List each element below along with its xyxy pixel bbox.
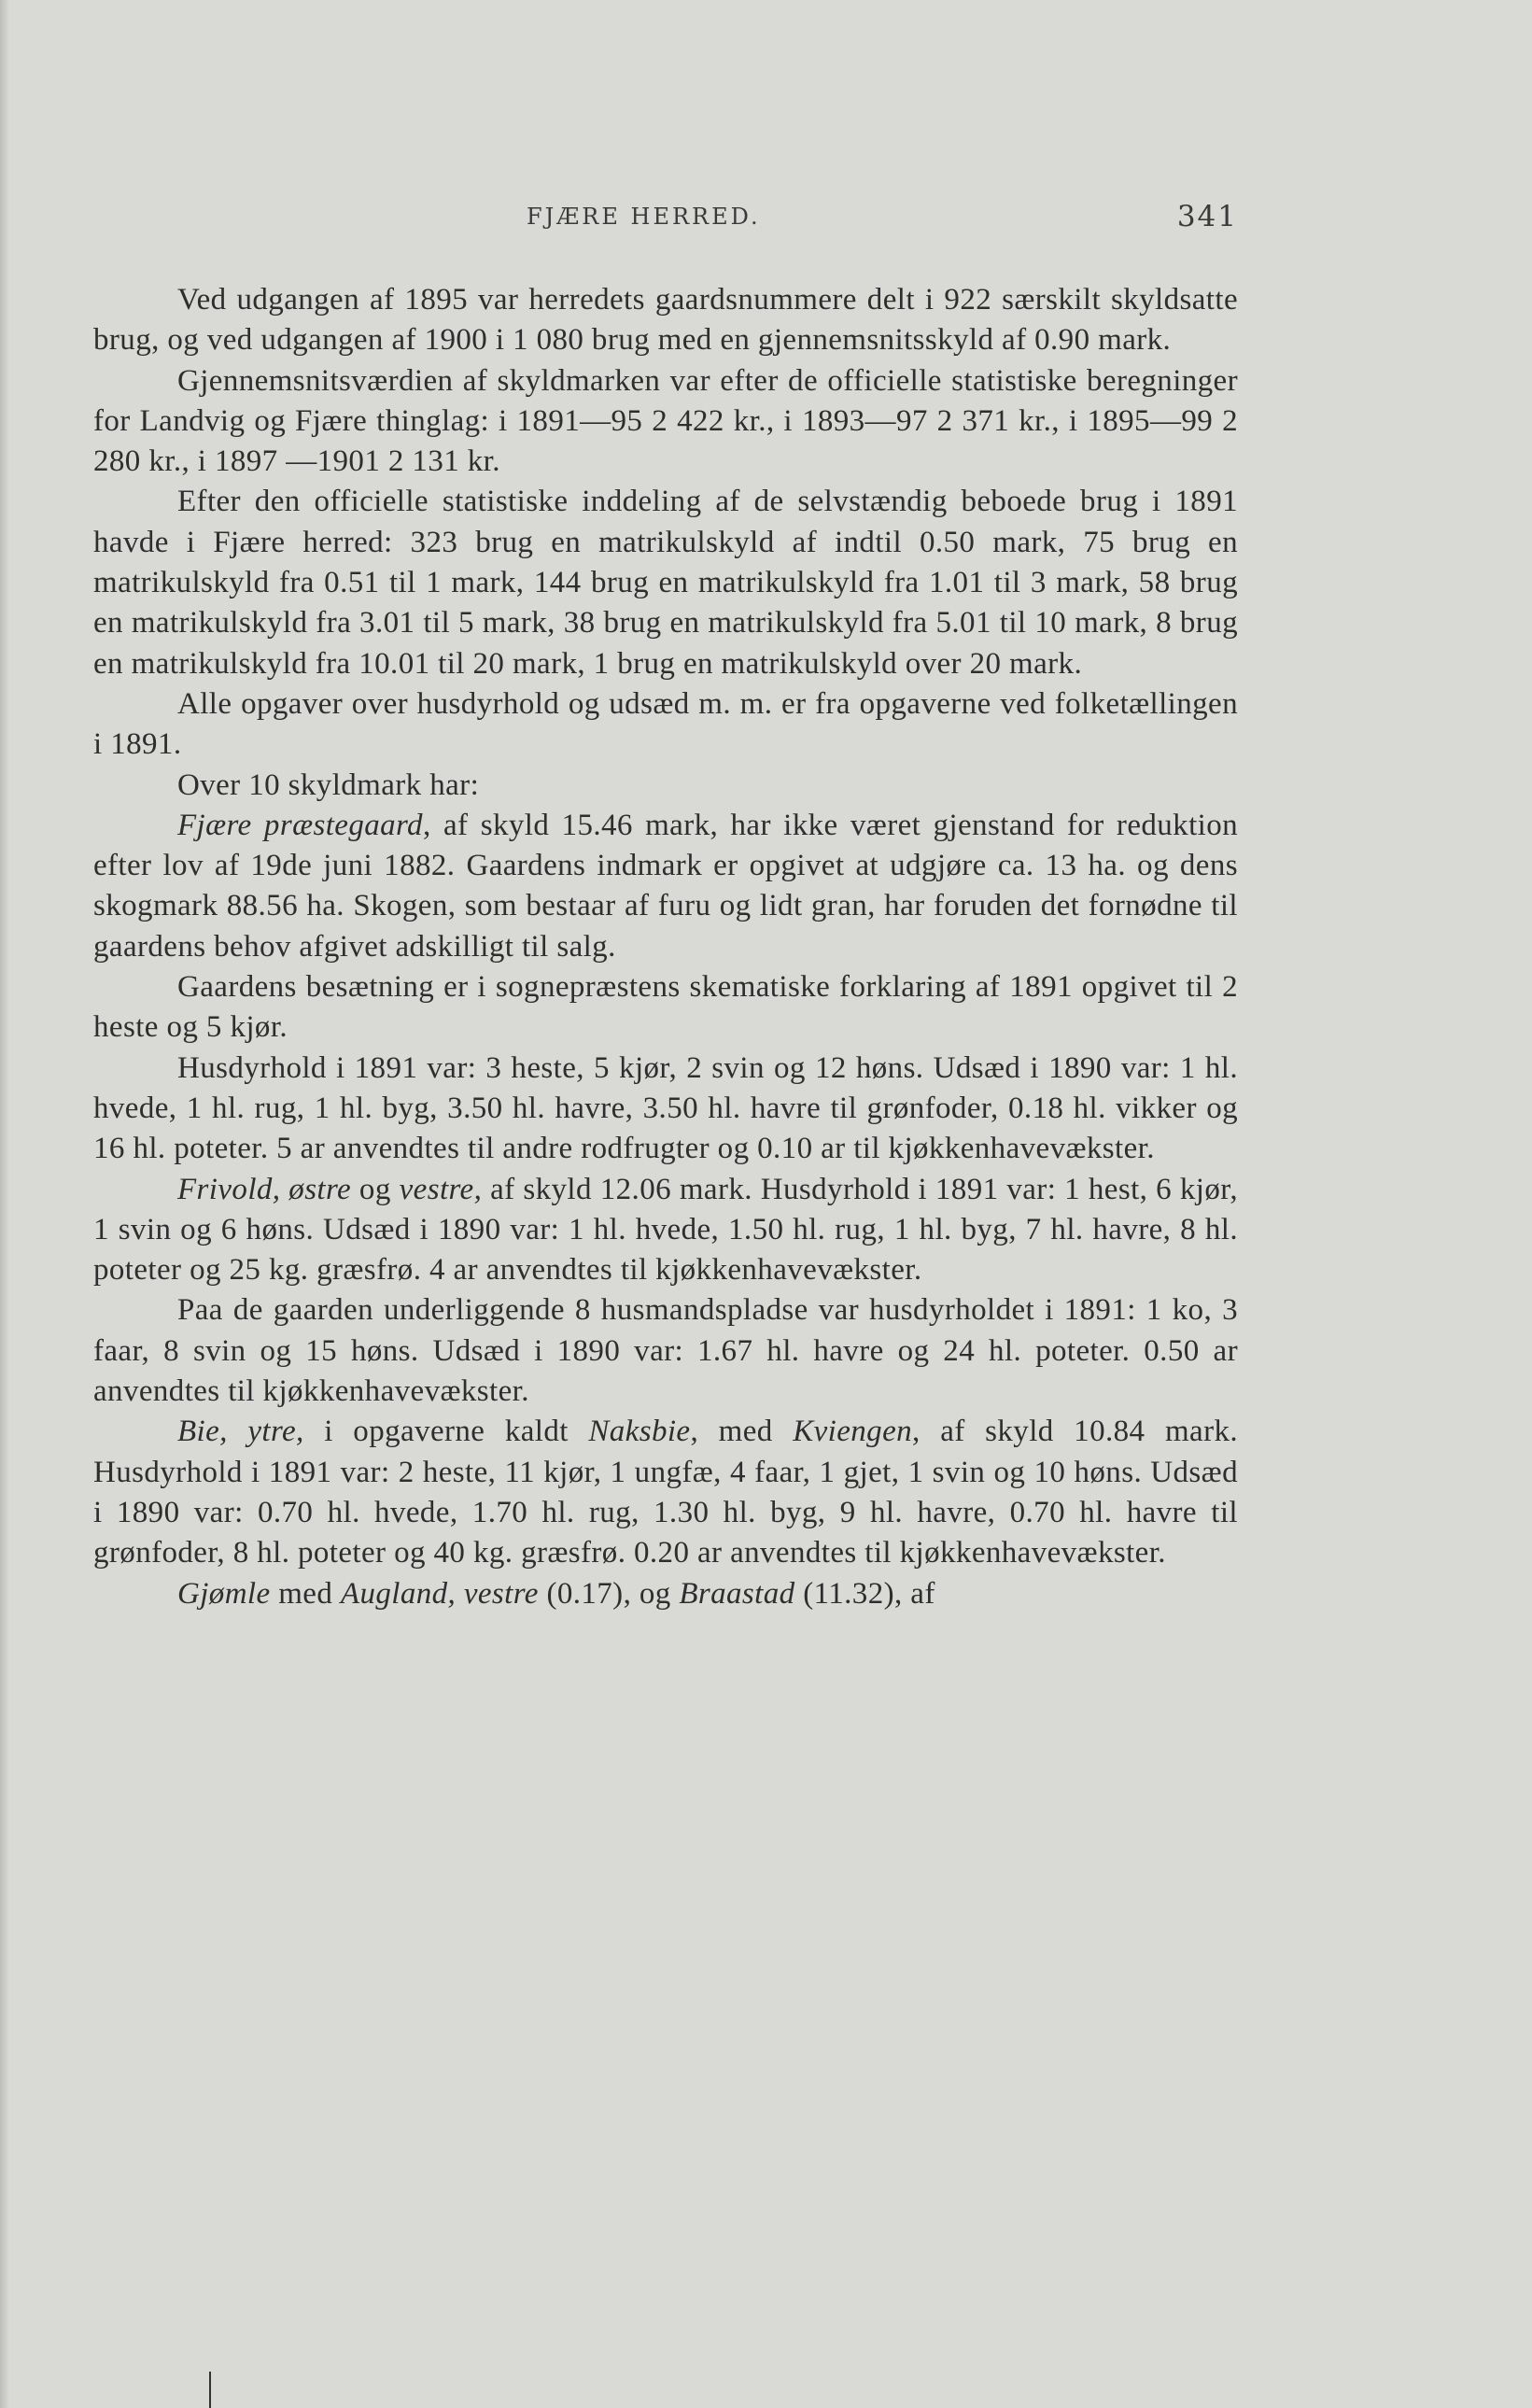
text-run: Efter den officielle statistiske inddeling af de selvstændig beboede brug i 1891 havde i Fjære herred: 323 brug en matrikulskyld af indtil 0.50 mark, 75 brug en matrikulskyld fra 0.51 til 1 mark, 144 brug en matrikulskyld fra 1.01 til 3 mark, 58 brug en matrikulskyld fra 3.01 til 5 mark, 38 brug en matrikulskyld fra 5.01 til 10 mark, 8 brug en matrikulskyld fra 10.01 til 20 mark, 1 brug en matrikulskyld over 20 mark. bbox=[93, 485, 1238, 681]
text-run: Husdyrhold i 1891 var: 3 heste, 5 kjør, 2 svin og 12 høns. Udsæd i 1890 var: 1 hl. hvede, 1 hl. rug, 1 hl. byg, 3.50 hl. havre, 3.50 hl. havre til grønfoder, 0.18 hl. vikker og 16 hl. poteter. 5 ar anvendtes til andre rodfrugter og 0.10 ar til kjøkkenhavevækster. bbox=[93, 1050, 1238, 1166]
text-run: Over 10 skyldmark har: bbox=[177, 767, 480, 802]
text-run: Paa de gaarden underliggende 8 husmandspladse var husdyrholdet i 1891: 1 ko, 3 faar, 8 svin og 15 høns. Udsæd i 1890 var: 1.67 hl. havre og 24 hl. poteter. 0.50 ar anvendtes til kjøkkenhavevækster. bbox=[93, 1293, 1238, 1409]
paragraph bbox=[93, 361, 1238, 483]
text-run: (11.32), af bbox=[794, 1576, 935, 1611]
text-run: , af skyld 10.84 mark. Husdyrhold i 1891 var: 2 heste, 11 kjør, 1 ungfæ, 4 faar, 1 gjet, 1 svin og 10 høns. Udsæd i 1890 var: 0.70 hl. hvede, 1.70 hl. rug, 1.30 hl. byg, 9 hl. havre, 0.70 hl. havre til grønfoder, 8 hl. poteter og 40 kg. græsfrø. 0.20 ar anvendtes til kjøkkenhavevækster. bbox=[93, 1415, 1239, 1570]
margin-mark bbox=[209, 2372, 211, 2408]
italic-name: Bie, ytre, bbox=[177, 1415, 304, 1449]
italic-name: Naksbie bbox=[588, 1415, 691, 1449]
paragraph bbox=[93, 1049, 1238, 1170]
page-number: 341 bbox=[1176, 200, 1238, 233]
running-head bbox=[93, 200, 1238, 241]
text-run: af skyld 12.06 mark. Husdyrhold i 1891 var: 1 hest, 6 kjør, 1 svin og 6 høns. Udsæd i 1890 var: 1 hl. hvede, 1.50 hl. rug, 1 hl. byg, 7 hl. havre, 8 hl. poteter og 25 kg. græsfrø. 4 ar anvendtes til kjøkkenhavevækster. bbox=[93, 1172, 1238, 1288]
body-text bbox=[93, 280, 1238, 1614]
paragraph bbox=[93, 684, 1238, 766]
paragraph bbox=[93, 806, 1238, 967]
italic-name: Augland, vestre bbox=[340, 1576, 539, 1611]
text-run: og bbox=[351, 1172, 400, 1206]
paragraph bbox=[93, 1170, 1238, 1291]
paragraph bbox=[93, 766, 1238, 806]
paragraph bbox=[93, 482, 1238, 683]
text-run: Gaardens besætning er i sognepræstens skematiske forklaring af 1891 opgivet til 2 heste og 5 kjør. bbox=[93, 970, 1238, 1045]
italic-name: Gjømle bbox=[177, 1576, 271, 1611]
text-run: Alle opgaver over husdyrhold og udsæd m. m. er fra opgaverne ved folketællingen i 1891. bbox=[93, 686, 1238, 762]
italic-name: Frivold, østre bbox=[177, 1172, 352, 1206]
page-edge bbox=[0, 0, 9, 2408]
running-title: FJÆRE HERRED. bbox=[527, 204, 761, 230]
text-run: i opgaverne kaldt bbox=[303, 1415, 589, 1449]
paragraph bbox=[93, 1290, 1238, 1412]
italic-name: Kviengen bbox=[793, 1415, 913, 1449]
text-run: , med bbox=[690, 1415, 794, 1449]
paragraph bbox=[93, 280, 1238, 361]
paragraph bbox=[93, 1412, 1238, 1573]
text-run: med bbox=[270, 1576, 341, 1611]
paragraph bbox=[93, 967, 1238, 1049]
paragraph bbox=[93, 1574, 1238, 1614]
text-run: , af skyld 15.46 mark, har ikke været gjenstand for reduktion efter lov af 19de juni 1882. Gaardens indmark er opgivet at udgjøre ca. 13 ha. og dens skogmark 88.56 ha. Skogen, som bestaar af furu og lidt gran, har foruden det fornødne til gaardens behov afgivet adskilligt til salg. bbox=[93, 808, 1239, 964]
italic-name: vestre, bbox=[399, 1172, 483, 1206]
text-run: (0.17), og bbox=[538, 1576, 680, 1611]
italic-name: Fjære præstegaard bbox=[177, 808, 423, 842]
italic-name: Braastad bbox=[679, 1576, 795, 1611]
text-run: Ved udgangen af 1895 var herredets gaardsnummere delt i 922 særskilt skyldsatte brug, og ved udgangen af 1900 i 1 080 brug med en gjennemsnitsskyld af 0.90 mark. bbox=[93, 283, 1238, 358]
text-run: Gjennemsnitsværdien af skyldmarken var efter de officielle statistiske beregninger for Landvig og Fjære thinglag: i 1891—95 2 422 kr., i 1893—97 2 371 kr., i 1895—99 2 280 kr., i 1897 —1901 2 131 kr. bbox=[93, 363, 1238, 479]
